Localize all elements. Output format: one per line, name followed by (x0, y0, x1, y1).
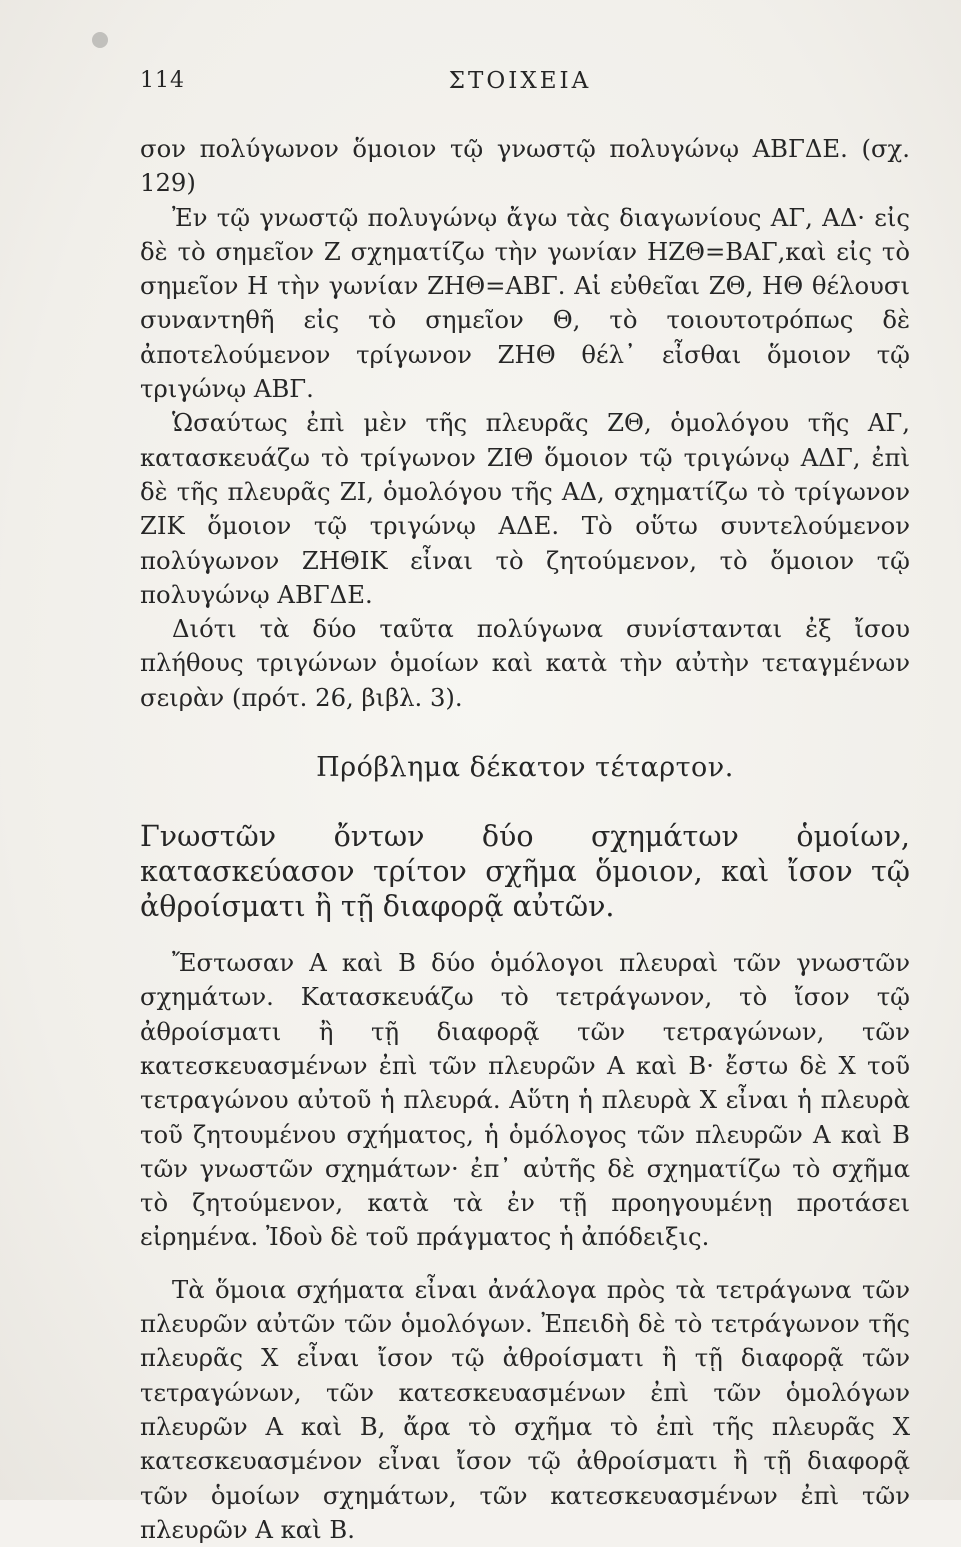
problem-heading: Πρόβλημα δέκατον τέταρτον. (316, 752, 734, 784)
paragraph-proof: Διότι τὰ δύο ταῦτα πολύγωνα συνίστανται ἐξ ἴσου πλήθους τριγώνων ὁμοίων καὶ κατὰ τὴν αὐτὴν τεταγμένων σειρὰν (πρότ. 26, βιβλ. 3). (140, 614, 910, 712)
paragraph-demonstration: Τὰ ὅμοια σχήματα εἶναι ἀνάλογα πρὸς τὰ τετράγωνα τῶν πλευρῶν αὐτῶν τῶν ὁμολόγων. Ἐπειδὴ δὲ τὸ τετράγωνον τῆς πλευρᾶς Χ εἶναι ἴσον τῷ ἀθροίσματι ἢ τῇ διαφορᾷ τῶν τετραγώνων, τῶν κατεσκευασμένων ἐπὶ τῶν ὁμολόγων πλευρῶν Α καὶ Β, ἄρα τὸ σχῆμα τὸ ἐπὶ τῆς πλευρᾶς Χ κατεσκευασμένον εἶναι ἴσον τῷ ἀθροίσματι ἢ τῇ διαφορᾷ τῶν ὁμοίων σχημάτων, τῶν κατεσκευασμένων ἐπὶ τῶν πλευρῶν Α καὶ Β. (140, 1274, 910, 1544)
paragraph-gap (140, 1255, 910, 1273)
paragraph-construction-continued: Ὡσαύτως ἐπὶ μὲν τῆς πλευρᾶς ΖΘ, ὁμολόγου τῆς ΑΓ, κατασκευάζω τὸ τρίγωνον ΖΙΘ ὅμοιον τῷ τριγώνῳ ΑΔΓ, ἐπὶ δὲ τῆς πλευρᾶς ΖΙ, ὁμολόγου τῆς ΑΔ, σχηματίζω τὸ τρίγωνον ΖΙΚ ὅμοιον τῷ τριγώνῳ ΑΔΕ. Τὸ οὕτω συντελούμενον πολύγωνον ΖΗΘΙΚ εἶναι τὸ ζητούμενον, τὸ ὅμοιον τῷ πολυγώνῳ ΑΒΓΔΕ. (140, 408, 910, 609)
running-title: ΣΤΟΙΧΕΙΑ (448, 68, 592, 94)
paragraph-construction: Ἐν τῷ γνωστῷ πολυγώνῳ ἄγω τὰς διαγωνίους ΑΓ, ΑΔ· εἰς δὲ τὸ σημεῖον Ζ σχηματίζω τὴν γωνίαν ΗΖΘ=ΒΑΓ,καὶ εἰς τὸ σημεῖον Η τὴν γωνίαν ΖΗΘ=ΑΒΓ. Αἱ εὐθεῖαι ΖΘ, ΗΘ θέλουσι συναντηθῆ εἰς τὸ σημεῖον Θ, τὸ τοιουτοτρόπως δὲ ἀποτελούμενον τρίγωνον ΖΗΘ θέλ᾽ εἶσθαι ὅμοιον τῷ τριγώνῳ ΑΒΓ. (140, 202, 910, 404)
page-number: 114 (140, 68, 185, 93)
ink-spot (92, 32, 108, 48)
paragraph-continuation: σον πολύγωνον ὅμοιον τῷ γνωστῷ πολυγώνῳ ΑΒΓΔΕ. (σχ. 129) (140, 134, 910, 198)
problem-statement: Γνωστῶν ὄντων δύο σχημάτων ὁμοίων, κατασκεύασον τρίτον σχῆμα ὅμοιον, καὶ ἴσον τῷ ἀθροίσματι ἢ τῇ διαφορᾷ αὐτῶν. (140, 820, 910, 924)
paragraph-solution: Ἔστωσαν Α καὶ Β δύο ὁμόλογοι πλευραὶ τῶν γνωστῶν σχημάτων. Κατασκευάζω τὸ τετράγωνον, τὸ ἴσον τῷ ἀθροίσματι ἢ τῇ διαφορᾷ τῶν τετραγώνων, τῶν κατεσκευασμένων ἐπὶ τῶν πλευρῶν Α καὶ Β· ἔστω δὲ Χ τοῦ τετραγώνου αὐτοῦ ἡ πλευρά. Αὕτη ἡ πλευρὰ Χ εἶναι ἡ πλευρὰ τοῦ ζητουμένου σχήματος, ἡ ὁμόλογος τῶν πλευρῶν Α καὶ Β τῶν γνωστῶν σχημάτων· ἐπ᾽ αὐτῆς δὲ σχηματίζω τὸ σχῆμα τὸ ζητούμενον, κατὰ τὰ ἐν τῇ προηγουμένῃ προτάσει εἰρημένα. Ἰδοὺ δὲ τοῦ πράγματος ἡ ἀπόδειξις. (140, 948, 910, 1252)
page-header (140, 68, 900, 108)
page-body (140, 132, 910, 1547)
